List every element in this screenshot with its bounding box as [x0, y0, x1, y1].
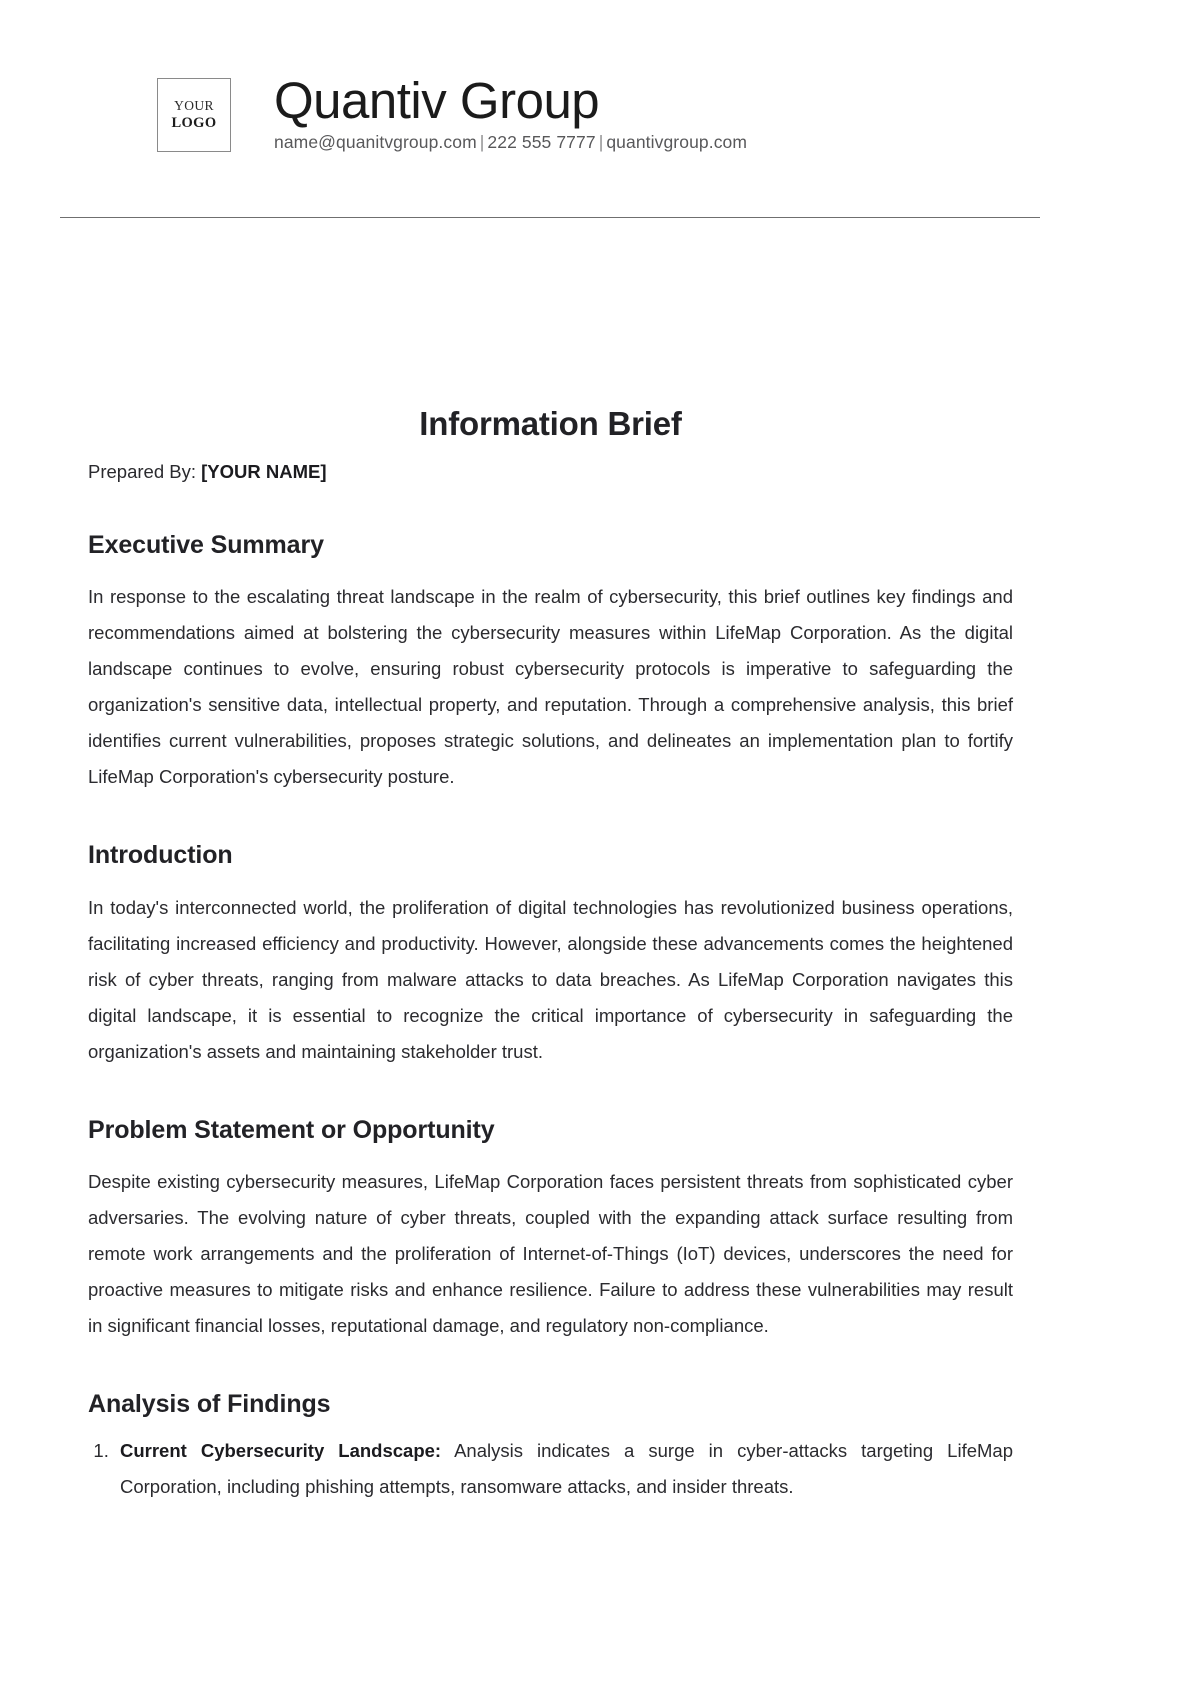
finding-text: Analysis indicates a surge in cyber-attacks targeting LifeMap Corporation, including phishing attempts, ransomware attacks, and insider threats.: [120, 1439, 1013, 1497]
prepared-by: [88, 460, 1013, 485]
finding-lead: Current Cybersecurity Landscape:: [120, 1439, 442, 1461]
prepared-by-label: Prepared By:: [88, 460, 196, 482]
brand-block: [274, 72, 747, 153]
header-divider: [60, 217, 1040, 218]
letterhead: [157, 0, 1200, 153]
contact-line: [274, 132, 747, 153]
section-body-executive-summary: In response to the escalating threat landscape in the realm of cybersecurity, this brief outlines key findings and recommendations aimed at bolstering the cybersecurity measures within LifeMap Corporation. As the digital landscape continues to evolve, ensuring robust cybersecurity protocols is imperative to safeguarding the organization's sensitive data, intellectual property, and reputation. Through a comprehensive analysis, this brief identifies current vulnerabilities, proposes strategic solutions, and delineates an implementation plan to fortify LifeMap Corporation's cybersecurity posture.: [88, 586, 1013, 788]
section-heading-analysis-of-findings: Analysis of Findings: [88, 1390, 331, 1419]
contact-separator-1: |: [479, 132, 485, 153]
logo-placeholder: [157, 78, 231, 152]
section-body-problem-statement: Despite existing cybersecurity measures, LifeMap Corporation faces persistent threats from sophisticated cyber adversaries. The evolving nature of cyber threats, coupled with the expanding attack surface resulting from remote work arrangements and the proliferation of Internet-of-Things (IoT) devices, underscores the need for proactive measures to mitigate risks and enhance resilience. Failure to address these vulnerabilities may result in significant financial losses, reputational damage, and regulatory non-compliance.: [88, 1171, 1013, 1337]
logo-text-line-2: LOGO: [171, 115, 217, 132]
contact-email: name@quanitvgroup.com: [274, 132, 477, 153]
contact-website: quantivgroup.com: [606, 132, 748, 153]
section-body-introduction: In today's interconnected world, the proliferation of digital technologies has revolutionized business operations, facilitating increased efficiency and productivity. However, alongside these advancements comes the heightened risk of cyber threats, ranging from malware attacks to data breaches. As LifeMap Corporation navigates this digital landscape, it is essential to recognize the critical importance of cybersecurity in safeguarding the organization's assets and maintaining stakeholder trust.: [88, 896, 1013, 1062]
document-body: [88, 404, 1013, 1505]
logo-text-line-1: YOUR: [174, 97, 214, 113]
page-title: Information Brief: [419, 405, 682, 442]
contact-separator-2: |: [598, 132, 604, 153]
prepared-by-value: [YOUR NAME]: [201, 460, 327, 482]
findings-list: [88, 1433, 1013, 1505]
company-name: Quantiv Group: [274, 72, 600, 129]
section-heading-executive-summary: Executive Summary: [88, 530, 324, 559]
list-item: [114, 1433, 1013, 1505]
section-heading-introduction: Introduction: [88, 841, 233, 870]
section-heading-problem-statement: Problem Statement or Opportunity: [88, 1115, 495, 1144]
contact-phone: 222 555 7777: [487, 132, 596, 153]
